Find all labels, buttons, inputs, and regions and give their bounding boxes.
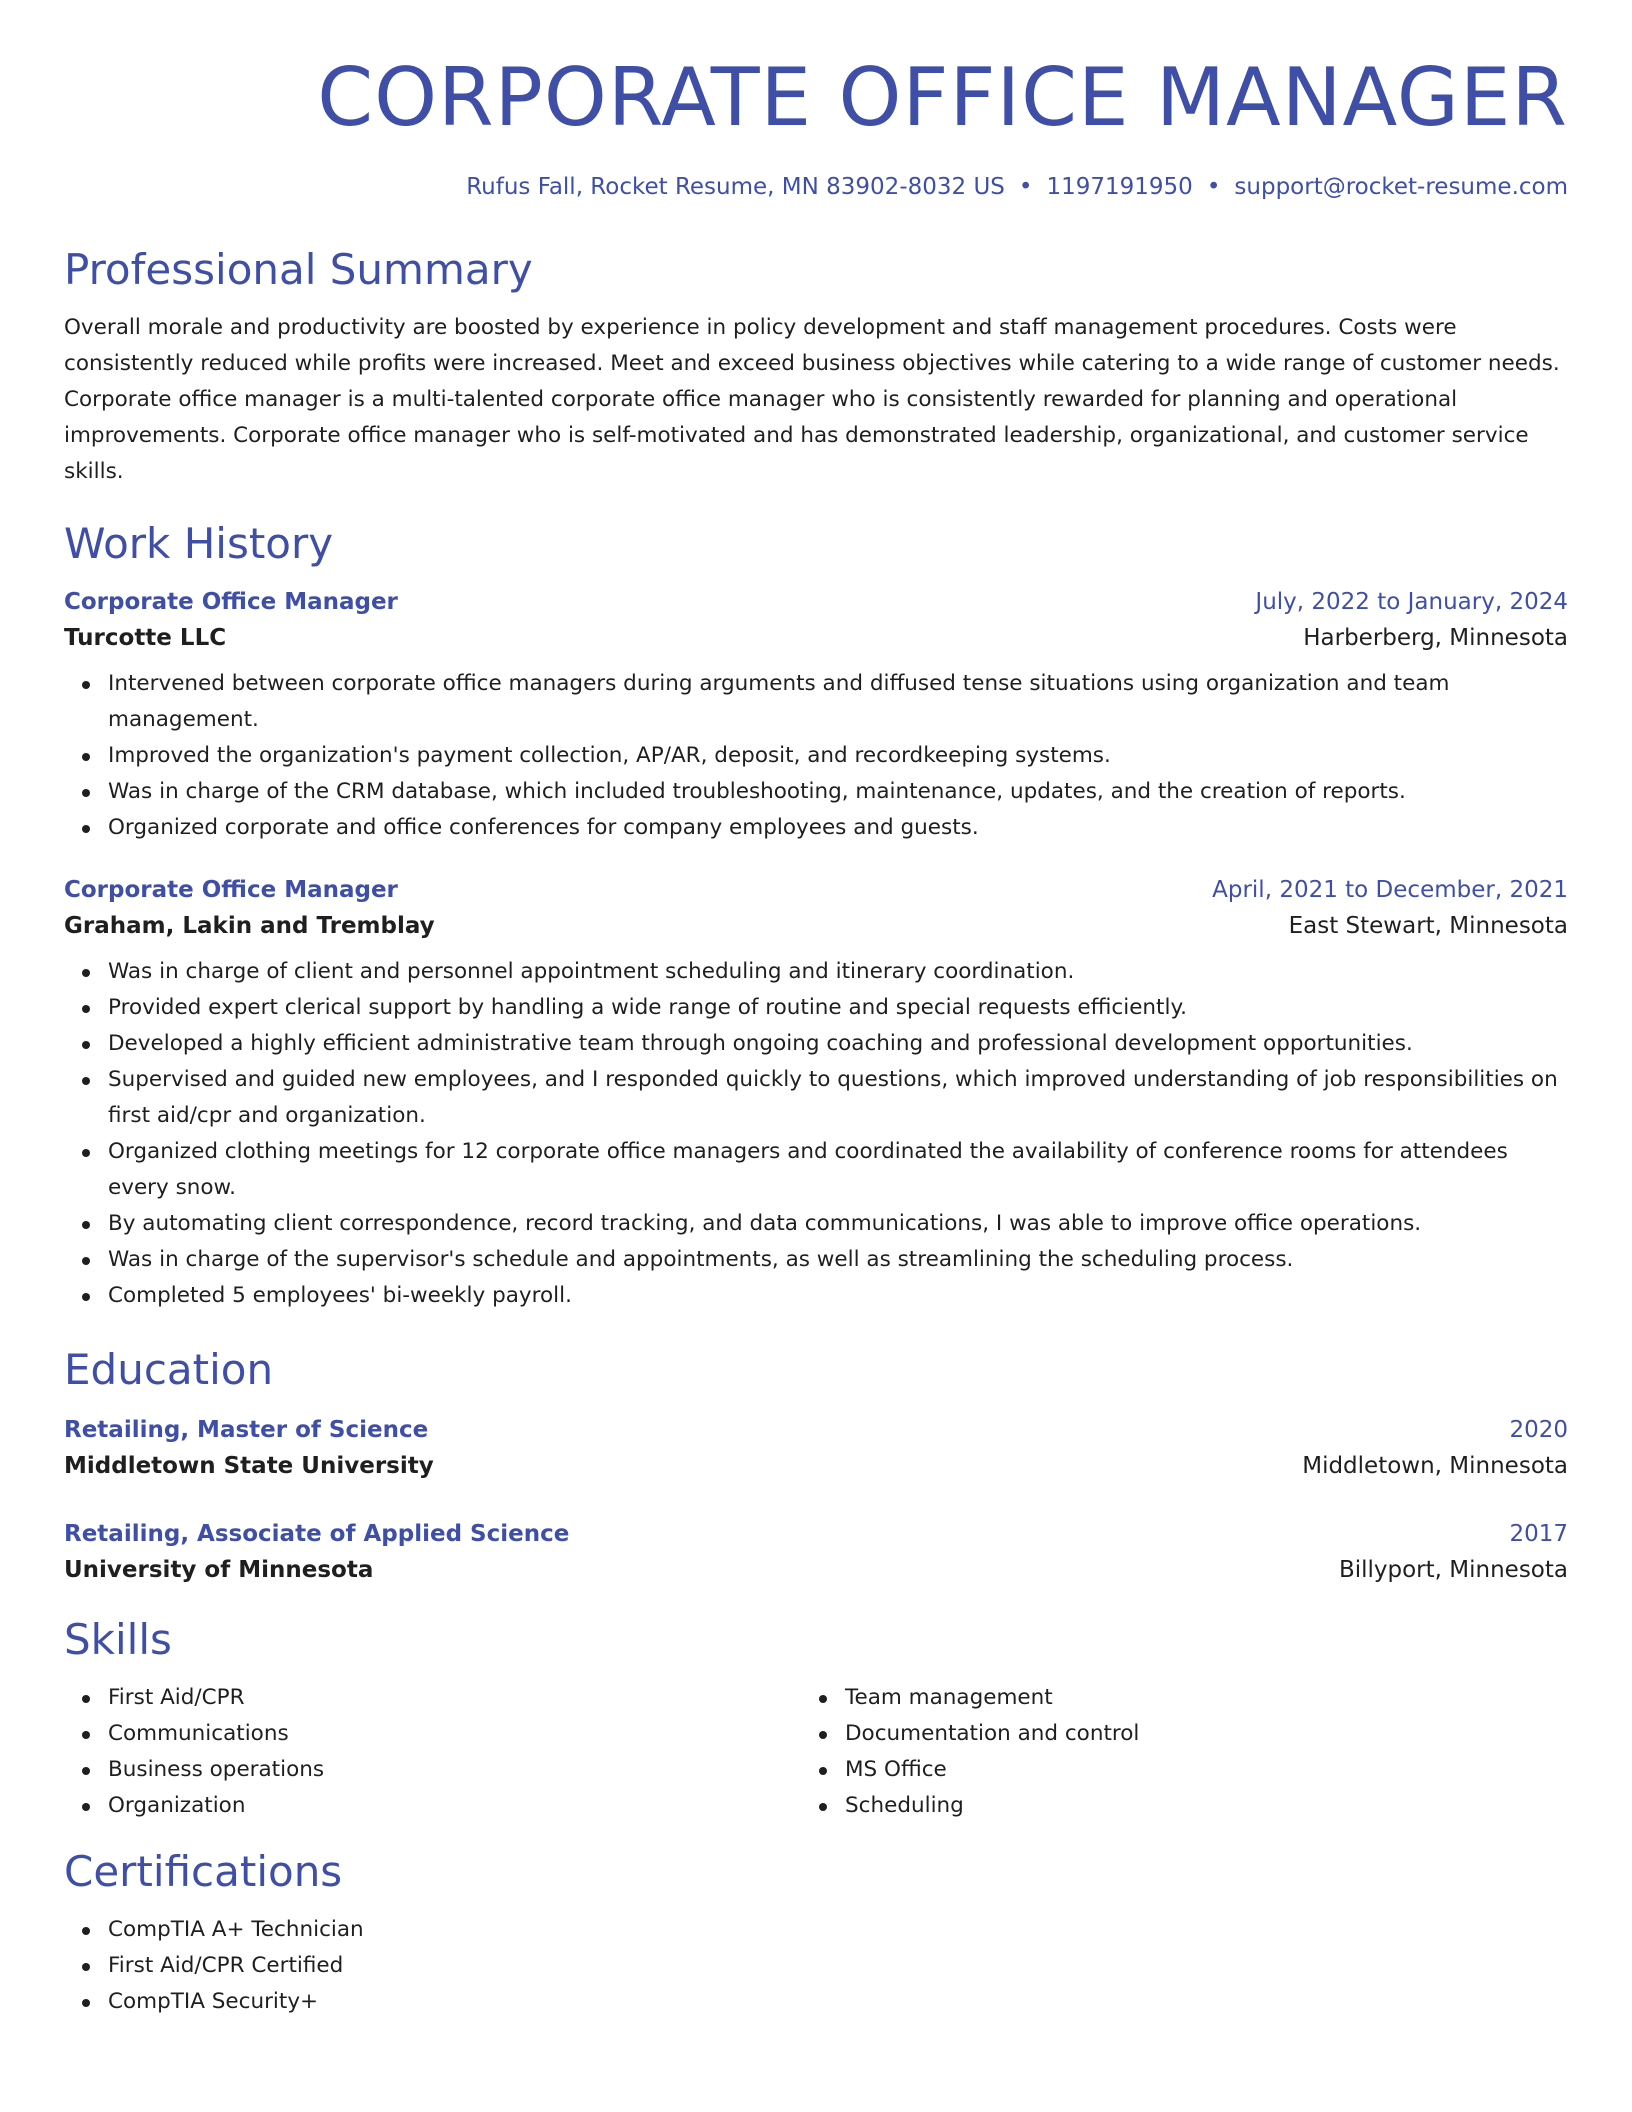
job-bullet: Was in charge of the supervisor's schedule and appointments, as well as streamlining the scheduling process.	[108, 1242, 1568, 1278]
skills-column-right	[801, 1680, 1538, 1824]
education-entry	[64, 1412, 1568, 1484]
education-entry-header	[64, 1412, 1568, 1448]
company-name: Turcotte LLC	[64, 625, 227, 651]
job-bullet: Was in charge of the CRM database, which included troubleshooting, maintenance, updates, and the creation of reports.	[108, 774, 1568, 810]
job-bullet: By automating client correspondence, record tracking, and data communications, I was able to improve office operations.	[108, 1206, 1568, 1242]
contact-separator: •	[1018, 174, 1033, 200]
job-bullet: Intervened between corporate office managers during arguments and diffused tense situations using organization and team management.	[108, 666, 1568, 738]
skill-item: Documentation and control	[845, 1716, 1538, 1752]
certification-item: First Aid/CPR Certified	[108, 1948, 1568, 1984]
summary-text: Overall morale and productivity are boosted by experience in policy development and staff management procedures. Costs were consistently reduced while profits were increased. Meet and exceed business objectives while catering to a wide range of customer needs. Corporate office manager is a multi-talented corporate office manager who is consistently rewarded for planning and operational improvements. Corporate office manager who is self-motivated and has demonstrated leadership, organizational, and customer service skills.	[64, 315, 1560, 484]
job-title: Corporate Office Manager	[64, 877, 398, 903]
skill-item: MS Office	[845, 1752, 1538, 1788]
graduation-year: 2020	[1509, 1417, 1568, 1443]
degree-name: Retailing, Master of Science	[64, 1417, 429, 1443]
job-dates: April, 2021 to December, 2021	[1212, 877, 1568, 903]
skill-item: Communications	[108, 1716, 801, 1752]
job-bullet: Developed a highly efficient administrative team through ongoing coaching and professional development opportunities.	[108, 1026, 1568, 1062]
contact-separator: •	[1206, 174, 1221, 200]
job-bullets	[64, 954, 1568, 1314]
graduation-year: 2017	[1509, 1521, 1568, 1547]
resume-title: CORPORATE OFFICE MANAGER	[317, 51, 1568, 144]
job-dates: July, 2022 to January, 2024	[1255, 589, 1568, 615]
section-title-work-history: Work History	[64, 519, 334, 568]
education-entry-subheader	[64, 1448, 1568, 1484]
work-entry-subheader	[64, 620, 1568, 656]
skills-list	[801, 1680, 1538, 1824]
school-name: Middletown State University	[64, 1453, 434, 1479]
job-location: Harberberg, Minnesota	[1303, 625, 1568, 651]
contact-phone[interactable]: 1197191950	[1046, 174, 1193, 200]
job-bullet: Improved the organization's payment collection, AP/AR, deposit, and recordkeeping systems.	[108, 738, 1568, 774]
skill-item: First Aid/CPR	[108, 1680, 801, 1716]
work-entry-header	[64, 872, 1568, 908]
section-title-summary: Professional Summary	[64, 245, 533, 294]
school-location: Billyport, Minnesota	[1338, 1557, 1568, 1583]
skill-item: Organization	[108, 1788, 801, 1824]
company-name: Graham, Lakin and Tremblay	[64, 913, 435, 939]
section-title-skills: Skills	[64, 1615, 172, 1664]
contact-email[interactable]: support@rocket-resume.com	[1234, 174, 1568, 200]
job-bullet: Organized clothing meetings for 12 corporate office managers and coordinated the availability of conference rooms for attendees every snow.	[108, 1134, 1568, 1206]
skill-item: Team management	[845, 1680, 1538, 1716]
degree-name: Retailing, Associate of Applied Science	[64, 1521, 570, 1547]
work-entry-subheader	[64, 908, 1568, 944]
certification-item: CompTIA A+ Technician	[108, 1912, 1568, 1948]
certifications-list	[64, 1912, 1568, 2020]
resume-header	[64, 48, 1568, 202]
education-entry-header	[64, 1516, 1568, 1552]
skills-list	[64, 1680, 801, 1824]
job-bullet: Was in charge of client and personnel appointment scheduling and itinerary coordination.	[108, 954, 1568, 990]
work-entry-header	[64, 584, 1568, 620]
skill-item: Scheduling	[845, 1788, 1538, 1824]
job-bullet: Provided expert clerical support by handling a wide range of routine and special requests efficiently.	[108, 990, 1568, 1026]
school-location: Middletown, Minnesota	[1302, 1453, 1568, 1479]
contact-line	[64, 172, 1568, 202]
job-bullet: Completed 5 employees' bi-weekly payroll.	[108, 1278, 1568, 1314]
school-name: University of Minnesota	[64, 1557, 374, 1583]
skill-item: Business operations	[108, 1752, 801, 1788]
job-bullet: Supervised and guided new employees, and I responded quickly to questions, which improved understanding of job responsibilities on first aid/cpr and organization.	[108, 1062, 1568, 1134]
certification-item: CompTIA Security+	[108, 1984, 1568, 2020]
work-entry	[64, 872, 1568, 1314]
job-bullets	[64, 666, 1568, 846]
contact-address: Rufus Fall, Rocket Resume, MN 83902-8032 US	[466, 174, 1005, 200]
section-title-certifications: Certifications	[64, 1847, 343, 1896]
job-title: Corporate Office Manager	[64, 589, 398, 615]
skills-column-left	[64, 1680, 801, 1824]
job-bullet: Organized corporate and office conferences for company employees and guests.	[108, 810, 1568, 846]
skills-grid	[64, 1680, 1568, 1824]
education-entry-subheader	[64, 1552, 1568, 1588]
work-entry	[64, 584, 1568, 846]
job-location: East Stewart, Minnesota	[1288, 913, 1568, 939]
section-title-education: Education	[64, 1345, 274, 1394]
education-entry	[64, 1516, 1568, 1588]
